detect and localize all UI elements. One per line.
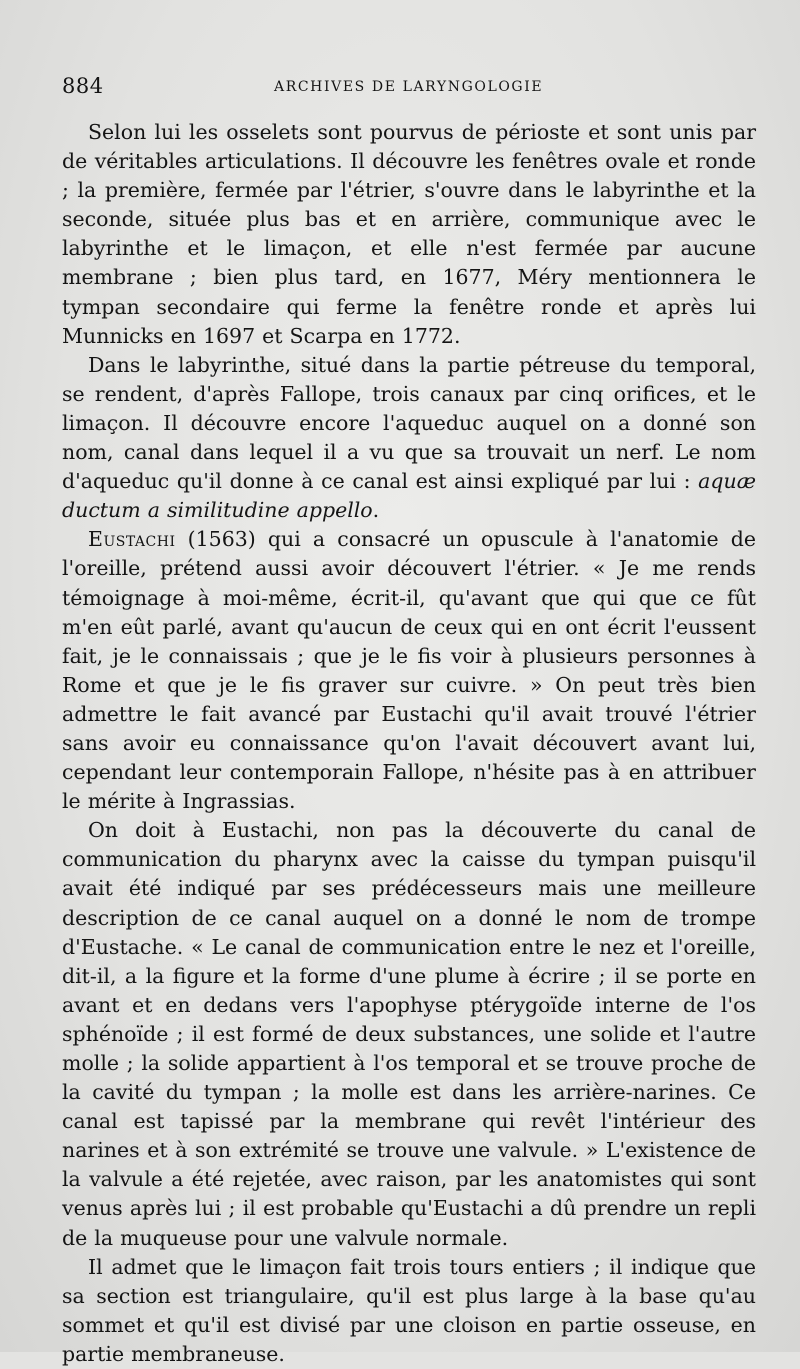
paragraph-cochlea: Il admet que le limaçon fait trois tours entiers ; il indique que sa section est triangulaire, qu'il est plus large à la base qu'au sommet et qu'il est divisé par une cloison en partie osseuse, en partie membraneuse. — [62, 1254, 756, 1366]
paragraph-eustachi-text: (1563) qui a consacré un opuscule à l'anatomie de l'oreille, prétend aussi avoir découvert l'étrier. « Je me rends témoignage à moi-même, écrit-il, qu'avant que qui que ce fût m'en eût parlé, avant qu'aucun de ceux qui en ont écrit l'eussent fait, je le connaissais ; que je le fis voir à plusieurs personnes à Rome et que je le fis graver sur cuivre. » On peut très bien admettre le fait avancé par Eustachi qu'il avait trouvé l'étrier sans avoir eu connaissance qu'on l'avait découvert avant lui, cependant leur contemporain Fallope, n'hésite pas à en attribuer le mérite à Ingrassias. — [62, 527, 756, 814]
paragraph-ossicles: Selon lui les osselets sont pourvus de périoste et sont unis par de véritables articulations. Il découvre les fenêtres ovale et ronde ; la première, fermée par l'étrier, s'ouvre dans le labyrinthe et la seconde, située plus bas et en arrière, communique avec le labyrinthe et le limaçon, et elle n'est fermée par aucune membrane ; bien plus tard, en 1677, Méry mentionnera le tympan secondaire qui ferme la fenêtre ronde et après lui Munnicks en 1697 et Scarpa en 1772. — [62, 120, 756, 348]
page-header — [62, 74, 742, 102]
paragraph-labyrinth-text: Dans le labyrinthe, situé dans la partie pétreuse du temporal, se rendent, d'après Fallope, trois canaux par cinq orifices, et le limaçon. Il découvre encore l'aqueduc auquel on a donné son nom, canal dans lequel il a vu que sa trouvait un nerf. Le nom d'aqueduc qu'il donne à ce canal est ainsi expliqué par lui : — [62, 352, 756, 494]
body-text — [62, 118, 756, 1369]
paragraph-eustachi — [62, 525, 756, 816]
page-number: 884 — [62, 74, 104, 98]
paragraph-labyrinth-end: . — [372, 498, 380, 523]
latin-quote: aquæ ductum a similitudine appello — [62, 469, 756, 523]
paragraph-eustachian-tube: On doit à Eustachi, non pas la découverte du canal de communication du pharynx avec la caisse du tympan puisqu'il avait été indiqué par ses prédécesseurs mais une meilleure description de ce canal auquel on a donné le nom de trompe d'Eustache. « Le canal de communication entre le nez et l'oreille, dit-il, a la figure et la forme d'une plume à écrire ; il se porte en avant et en dedans vers l'apophyse ptérygoïde interne de l'os sphénoïde ; il est formé de deux substances, une solide et l'autre molle ; la solide appartient à l'os temporal et se trouve proche de la cavité du tympan ; la molle est dans les arrière-narines. Ce canal est tapissé par la membrane qui revêt l'intérieur des narines et à son extrémité se trouve une valvule. » L'existence de la valvule a été rejetée, avec raison, par les anatomistes qui sont venus après lui ; il est probable qu'Eustachi a dû prendre un repli de la muqueuse pour une valvule normale. — [62, 818, 756, 1250]
author-name-eustachi: Eustachi — [88, 527, 176, 552]
running-title: ARCHIVES DE LARYNGOLOGIE — [274, 79, 544, 95]
paragraph-labyrinth — [62, 351, 756, 526]
